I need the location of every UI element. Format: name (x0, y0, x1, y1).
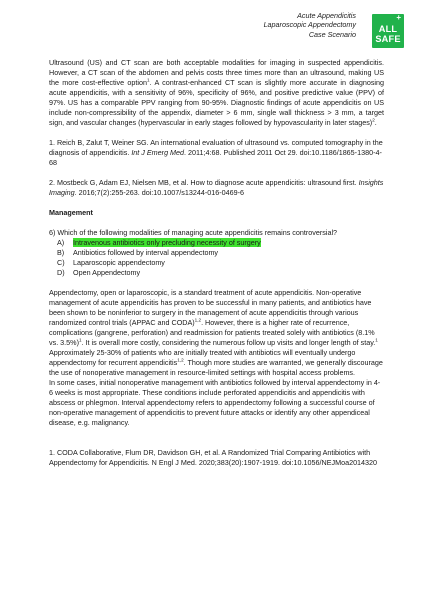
reference-entry (49, 138, 384, 168)
citation-marker: 1 (375, 337, 378, 343)
document-body (49, 58, 384, 468)
answer-option-d (49, 268, 384, 278)
option-text-highlighted: Intravenous antibiotics only precluding necessity of surgery (73, 238, 261, 247)
logo-text-line2: SAFE (375, 34, 401, 44)
discussion-text: Appendectomy, open or laparoscopic, is a standard treatment of acute appendicitis. Non-operative management of acute appendicitis has proven to be successful in many patients, and antibiotics have been shown to be noninferior to surgery in the management of acute appendicitis through various randomized control trials (APPAC and CODA) (49, 288, 372, 327)
answer-option-c (49, 258, 384, 268)
reference-journal: Int J Emerg Med (131, 148, 185, 157)
header-type: Case Scenario (308, 29, 356, 39)
intro-paragraph (49, 58, 384, 128)
reference-entry: 1. CODA Collaborative, Flum DR, Davidson GH, et al. A Randomized Trial Comparing Antibiotics with Appendectomy for Appendicitis. N Engl J Med. 2020;383(20):1907-1919. doi:10.1056/NEJMoa2014320 (49, 448, 378, 467)
intro-text-3: . (374, 118, 377, 127)
discussion-text: Approximately 25-30% of patients who are initially treated with antibiotics will eventually undergo appendectomy for recurrent appendicitis (49, 348, 356, 367)
question-text: 6) Which of the following modalities of managing acute appendicitis remains controversial? (49, 228, 338, 237)
allsafe-logo (372, 14, 404, 48)
intro-text-2: . A contrast-enhanced CT scan is slightly more accurate in diagnosing acute appendicitis, with a sensitivity of 96%, specificity of 96%, and positive predictive value (PPV) of 97%. US has a comparable PPV ranging from 90-95%. Diagnostic findings of acute appendicitis on US include non-compressibility of the appendix, diameter > 6 mm, single wall thickness > 3 mm, a target sign, and vascular changes (hypervascular in early stages followed by hypovascularity in later stages) (49, 78, 385, 127)
option-letter: C) (57, 258, 65, 267)
option-letter: D) (57, 268, 65, 277)
answer-option-a (49, 238, 384, 248)
citation-marker: 1 (78, 337, 82, 343)
section-heading: Management (49, 208, 93, 217)
intro-text-1: Ultrasound (US) and CT scan are both acceptable modalities for imaging in suspected appendicitis. However, a CT scan of the abdomen and pelvis costs three times more than an ultrasound, making US the more cost-effective option (49, 58, 384, 87)
reference-entry (49, 178, 384, 198)
citation-marker: 2 (372, 117, 375, 123)
option-letter: A) (57, 238, 65, 247)
header-topic: Acute Appendicitis (297, 11, 356, 20)
option-text: Open Appendectomy (73, 268, 141, 277)
answer-options (49, 238, 384, 278)
answer-option-b (49, 248, 384, 258)
option-letter: B) (57, 248, 65, 257)
discussion-paragraph: In some cases, initial nonoperative management with antibiotics followed by interval appendectomy in 4-6 weeks is most appropriate. These conditions include perforated appendicitis and appendicitis with abscess or phlegmon. Interval appendectomy refers to appendectomy following a successful course of non-operative management of appendicitis to prevent future attacks or identify any other appendiceal disease, e.g. malignancy. (49, 378, 381, 427)
discussion-text: . Though more studies are warranted, we generally discourage the use of nonoperative management in resource-limited settings with hospital access problems. (49, 358, 383, 377)
citation-marker: 1,2 (177, 357, 184, 363)
reference-text: 2. Mostbeck G, Adam EJ, Nielsen MB, et al. How to diagnose acute appendicitis: ultrasound first. (49, 178, 359, 187)
citation-marker: 1 (147, 77, 150, 83)
reference-text: . 2011;4:68. Published 2011 Oct 29. doi:10.1186/1865-1380-4-68 (49, 148, 382, 167)
option-text: Antibiotics followed by interval appendectomy (73, 248, 219, 257)
reference-journal: Insights Imaging (49, 178, 384, 197)
discussion-text: . However, there is a higher rate of recurrence, complications (gangrene, perforation) and readmission for patients treated solely with antibiotics (8.1% vs. 3.5%) (49, 318, 375, 347)
discussion-paragraph (49, 288, 384, 378)
logo-text-line1: ALL (378, 24, 398, 34)
option-text: Laparoscopic appendectomy (73, 258, 165, 267)
header-procedure: Laparoscopic Appendectomy (263, 20, 356, 30)
reference-text: 1. Reich B, Zalut T, Weiner SG. An international evaluation of ultrasound vs. computed tomography in the diagnosis of appendicitis. (49, 138, 383, 157)
document-header (264, 11, 356, 39)
reference-text: . 2016;7(2):255-263. doi:10.1007/s13244-016-0469-6 (74, 188, 245, 197)
discussion-text: . It is overall more costly, considering the numerous follow up visits and longer length of stay. (81, 338, 376, 347)
citation-marker: 1,2 (194, 317, 202, 323)
logo-plus-icon: + (396, 13, 401, 22)
